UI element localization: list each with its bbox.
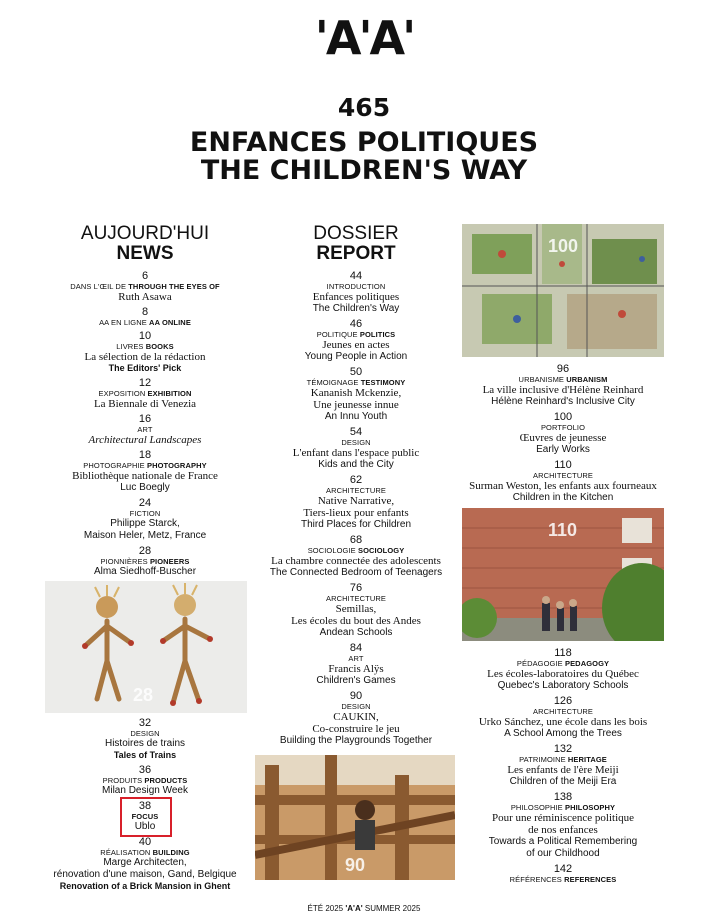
entry-title-en: Building the Playgrounds Together (279, 735, 433, 746)
entry-subtitle: Maison Heler, Metz, France (83, 530, 207, 541)
entry-title: Les écoles-laboratoires du Québec (487, 668, 639, 680)
toc-entry[interactable] (258, 270, 454, 315)
entry-title-en: Children of the Meiji Era (509, 776, 617, 787)
rubric-fr: PATRIMOINE (519, 755, 566, 764)
toc-entry[interactable] (462, 459, 664, 504)
entry-title-en: The Connected Bedroom of Teenagers (269, 567, 443, 578)
toc-entry[interactable] (50, 545, 240, 578)
toc-entry[interactable] (50, 497, 240, 542)
page-number: 36 (138, 764, 152, 776)
rubric-en: BOOKS (145, 342, 174, 351)
rubric-en: THROUGH THE EYES OF (128, 282, 220, 291)
entry-subtitle: Tiers-lieux pour enfants (303, 507, 409, 519)
toc-entry[interactable] (50, 330, 240, 374)
entry-title: La sélection de la rédaction (84, 351, 206, 363)
entry-title: L'enfant dans l'espace public (292, 447, 420, 459)
toc-entry[interactable] (50, 377, 240, 410)
page-number: 118 (554, 647, 572, 659)
page-number: 110 (554, 459, 572, 471)
entry-title-en: Towards a Political Remembering (488, 836, 638, 847)
toc-entry[interactable] (462, 863, 664, 884)
rubric-en: PHOTOGRAPHY (146, 461, 207, 470)
entry-title: La chambre connectée des adolescents (271, 555, 441, 567)
page-number: 138 (553, 791, 573, 803)
entry-title: Alma Siedhoff-Buscher (93, 566, 197, 577)
entry-title: La Biennale di Venezia (93, 398, 197, 410)
toc-entry[interactable] (462, 695, 664, 740)
photo-dolls (45, 581, 247, 713)
entry-title: Surman Weston, les enfants aux fourneaux (469, 480, 657, 492)
focus-highlight-box (120, 797, 172, 837)
page-number: 10 (138, 330, 152, 342)
toc-entry[interactable] (462, 411, 664, 456)
page-number: 142 (553, 863, 573, 875)
rubric-fr: POLITIQUE (316, 330, 358, 339)
photo-painting (462, 224, 664, 357)
rubric-en: BUILDING (152, 848, 190, 857)
rubric-fr: DANS L'ŒIL DE (70, 282, 127, 291)
entry-title-en: Renovation of a Brick Mansion in Ghent (59, 881, 231, 891)
entry-title: Francis Alÿs (328, 663, 384, 675)
rubric-fr: ART (348, 654, 364, 663)
entry-subtitle: Co-construire le jeu (312, 723, 400, 735)
report-heading-en: REPORT (316, 243, 396, 264)
entry-title: Native Narrative, (317, 495, 395, 507)
toc-entry[interactable] (258, 318, 454, 363)
rubric-fr: TÉMOIGNAGE (306, 378, 359, 387)
entry-title-en: Andean Schools (319, 627, 393, 638)
entry-title-en: Quebec's Laboratory Schools (497, 680, 629, 691)
page-number: 6 (141, 270, 149, 282)
entry-title-en: Young People in Action (304, 351, 408, 362)
right-column-upper (462, 363, 664, 507)
rubric-fr: PHOTOGRAPHIE (83, 461, 145, 470)
rubric-fr: SOCIOLOGIE (307, 546, 356, 555)
photo-page-number: 28 (133, 685, 154, 705)
photo-brick-building (462, 508, 664, 641)
entry-title: Les enfants de l'ère Meiji (507, 764, 619, 776)
page-footer (0, 904, 728, 914)
rubric-fr: RÉFÉRENCES (509, 875, 562, 884)
entry-subtitle-en: of our Childhood (526, 848, 600, 859)
footer-season-en: SUMMER 2025 (364, 904, 421, 913)
entry-title: Bibliothèque nationale de France (72, 470, 218, 482)
entry-title-en: An Innu Youth (324, 411, 388, 422)
rubric-fr: ARCHITECTURE (533, 471, 593, 480)
page-number: 100 (553, 411, 573, 423)
rubric-en: HERITAGE (567, 755, 607, 764)
entry-subtitle: Luc Boegly (120, 482, 170, 493)
rubric-fr: PORTFOLIO (540, 423, 586, 432)
toc-entry[interactable] (258, 426, 454, 471)
news-column (50, 224, 240, 581)
photo-page-number: 100 (548, 236, 579, 256)
rubric-en: PRODUCTS (144, 776, 188, 785)
entry-subtitle: rénovation d'une maison, Gand, Belgique (53, 869, 237, 880)
toc-entry[interactable] (258, 474, 454, 531)
rubric-fr: FICTION (129, 509, 161, 518)
toc-entry[interactable] (50, 764, 240, 797)
page-number: 18 (138, 449, 152, 461)
entry-title-en: The Editors' Pick (108, 363, 182, 373)
page-number: 16 (138, 413, 152, 425)
entry-title: Architectural Landscapes (88, 434, 202, 446)
rubric-fr: DESIGN (130, 729, 160, 738)
rubric-en: SOCIOLOGY (357, 546, 405, 555)
rubric-fr: ARCHITECTURE (326, 594, 386, 603)
rubric-en: PIONEERS (149, 557, 190, 566)
entry-title-en: The Children's Way (312, 303, 400, 314)
entry-title: Urko Sánchez, une école dans les bois (478, 716, 648, 728)
rubric-en: REFERENCES (564, 875, 617, 884)
entry-title: Histoires de trains (104, 738, 186, 749)
entry-title: Jeunes en actes (322, 339, 390, 351)
entry-title-en: Children in the Kitchen (512, 492, 614, 503)
right-column-lower (462, 647, 664, 887)
page-number: 50 (349, 366, 363, 378)
rubric-fr: LIVRES (116, 342, 144, 351)
page-number: 32 (138, 717, 152, 729)
page-number: 68 (349, 534, 363, 546)
rubric-en: PEDAGOGY (564, 659, 610, 668)
entry-title: Enfances politiques (312, 291, 400, 303)
entry-title: Œuvres de jeunesse (519, 432, 607, 444)
news-heading-fr: AUJOURD'HUI (80, 223, 210, 244)
rubric-fr: AA EN LIGNE (99, 318, 147, 327)
rubric-fr: ARCHITECTURE (326, 486, 386, 495)
rubric-en: AA ONLINE (149, 318, 191, 327)
rubric-en: EXHIBITION (147, 389, 192, 398)
rubric-en: POLITICS (359, 330, 396, 339)
toc-entry[interactable] (50, 270, 240, 303)
toc-entry[interactable] (258, 534, 454, 579)
page-number: 8 (141, 306, 149, 318)
entry-title-en: Children's Games (316, 675, 396, 686)
toc-entry[interactable] (462, 363, 664, 408)
news-heading-en: NEWS (116, 243, 174, 264)
rubric-fr: ARCHITECTURE (533, 707, 593, 716)
toc-entry[interactable] (462, 743, 664, 788)
magazine-logo: 'A'A' (314, 11, 414, 65)
toc-entry[interactable] (50, 836, 240, 892)
title-line-2: THE CHILDREN'S WAY (200, 155, 528, 186)
photo-page-number: 110 (548, 520, 578, 540)
entry-title-en: A School Among the Trees (504, 728, 622, 739)
rubric-fr: PRODUITS (102, 776, 143, 785)
page-number: 38 (138, 800, 152, 812)
entry-title: CAUKIN, (333, 711, 379, 723)
page-number: 96 (556, 363, 570, 375)
entry-title: Milan Design Week (102, 785, 188, 796)
photo-playground (255, 755, 455, 880)
page-number: 12 (138, 377, 152, 389)
toc-entry[interactable] (462, 791, 664, 860)
photo-page-number: 90 (345, 855, 366, 875)
toc-entry[interactable] (258, 690, 454, 747)
page-number: 54 (349, 426, 363, 438)
entry-title: Kananish Mckenzie, (310, 387, 402, 399)
entry-title: Semillas, (335, 603, 377, 615)
entry-subtitle: de nos enfances (528, 824, 598, 836)
title-line-1: ENFANCES POLITIQUES (189, 127, 539, 158)
page-number: 132 (553, 743, 573, 755)
page-number: 44 (349, 270, 363, 282)
entry-title: Philippe Starck, (110, 518, 180, 529)
entry-subtitle: Une jeunesse innue (313, 399, 399, 411)
toc-entry[interactable] (258, 642, 454, 687)
rubric-fr: PIONNIÈRES (100, 557, 148, 566)
rubric-fr: PÉDAGOGIE (516, 659, 563, 668)
rubric-fr: INTRODUCTION (326, 282, 386, 291)
toc-entry[interactable] (258, 366, 454, 423)
entry-title: Ublo (134, 821, 156, 832)
entry-title: La ville inclusive d'Hélène Reinhard (482, 384, 644, 396)
footer-season-fr: ÉTÉ 2025 (307, 904, 344, 913)
rubric-en: TESTIMONY (360, 378, 406, 387)
rubric-fr: ART (137, 425, 153, 434)
page-number: 76 (349, 582, 363, 594)
footer-logo: 'A'A' (345, 904, 363, 913)
toc-entry[interactable] (50, 449, 240, 494)
rubric-fr: RÉALISATION (100, 848, 151, 857)
report-heading-fr: DOSSIER (313, 223, 399, 244)
issue-number: 465 (337, 93, 391, 122)
page-number: 90 (349, 690, 363, 702)
entry-subtitle: Les écoles du bout des Andes (291, 615, 421, 627)
entry-title: Pour une réminiscence politique (491, 812, 635, 824)
page-number: 40 (138, 836, 152, 848)
rubric-fr: DESIGN (341, 438, 371, 447)
rubric-fr: URBANISME (518, 375, 565, 384)
entry-title-en: Hélène Reinhard's Inclusive City (491, 396, 635, 407)
toc-entry[interactable] (462, 647, 664, 692)
page-number: 28 (138, 545, 152, 557)
toc-entry[interactable] (50, 413, 240, 446)
page-number: 62 (349, 474, 363, 486)
rubric-fr: DESIGN (341, 702, 371, 711)
rubric-fr: FOCUS (131, 812, 159, 821)
page-number: 46 (349, 318, 363, 330)
entry-title: Ruth Asawa (118, 291, 172, 303)
toc-entry[interactable] (50, 717, 240, 761)
entry-title-en: Tales of Trains (113, 750, 177, 760)
entry-title-en: Third Places for Children (300, 519, 412, 530)
toc-entry[interactable] (258, 582, 454, 639)
toc-entry[interactable] (50, 306, 240, 327)
entry-title-en: Kids and the City (318, 459, 394, 470)
rubric-fr: PHILOSOPHIE (510, 803, 563, 812)
report-column (258, 224, 454, 750)
page-number: 24 (138, 497, 152, 509)
page-number: 84 (349, 642, 363, 654)
entry-title: Marge Architecten, (103, 857, 187, 868)
rubric-en: URBANISM (566, 375, 608, 384)
page-number: 126 (553, 695, 573, 707)
entry-title-en: Early Works (536, 444, 590, 455)
rubric-fr: EXPOSITION (98, 389, 146, 398)
rubric-en: PHILOSOPHY (564, 803, 616, 812)
